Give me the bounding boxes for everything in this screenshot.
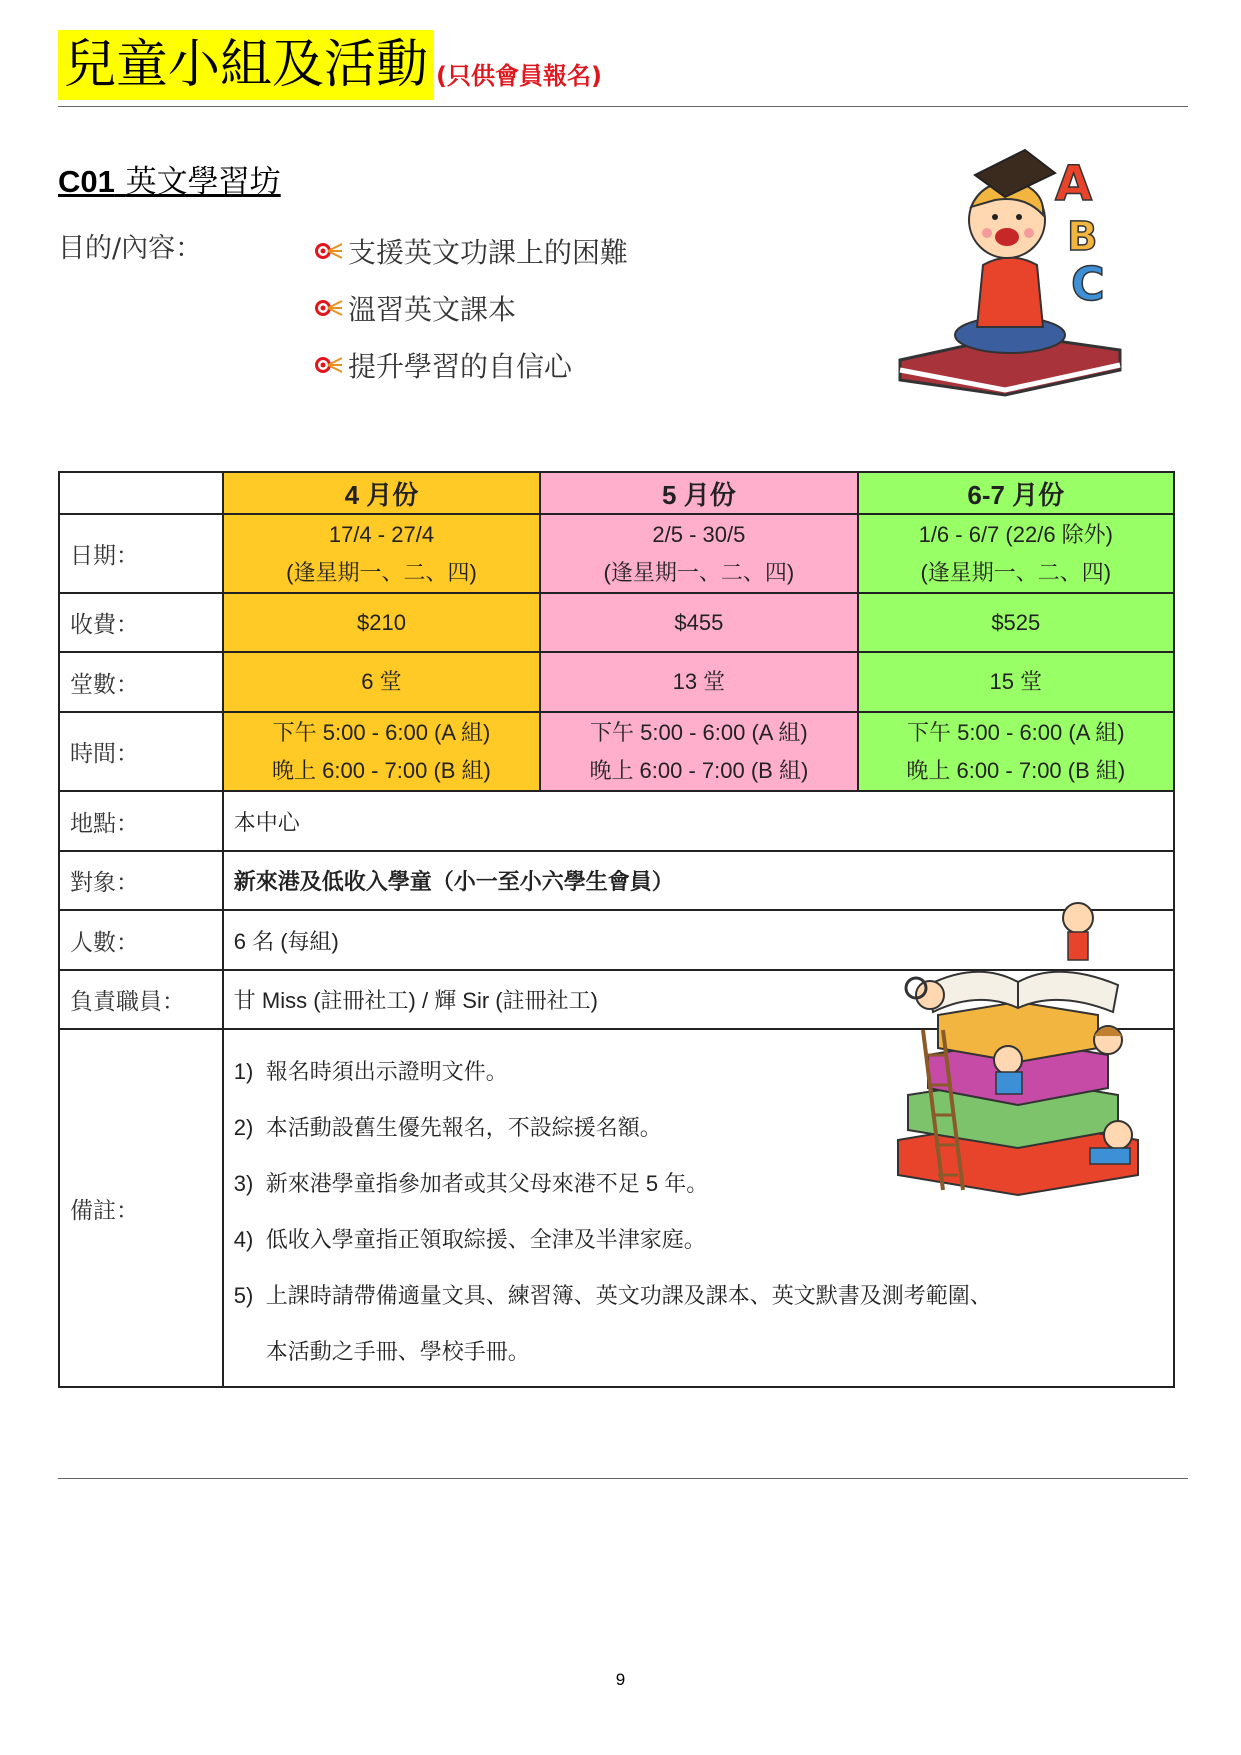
row-label-quota: 人數： (59, 910, 223, 970)
footer-divider (58, 1478, 1188, 1479)
time-cell-april (223, 712, 540, 791)
table-row-venue (59, 791, 1174, 851)
target-bullet-icon (314, 241, 344, 261)
column-header-may: 5 月份 (540, 472, 857, 514)
date-weekdays: (逢星期一、二、四) (603, 559, 795, 585)
quota-value: 6 名 (每組) (223, 910, 1174, 970)
time-group-a: 下午 5:00 - 6:00 (A 組) (906, 719, 1125, 745)
remark-number: 5) (233, 1283, 254, 1308)
page-header (58, 28, 1188, 108)
remark-text-continued: 本活動之手冊、學校手冊。 (265, 1339, 530, 1364)
target-bullet-icon (314, 355, 344, 375)
page-number: 9 (615, 1670, 626, 1689)
purpose-list (314, 222, 628, 393)
row-label-venue: 地點： (59, 791, 223, 851)
purpose-item-text: 支援英文功課上的困難 (348, 235, 629, 269)
remark-text: 本活動設舊生優先報名，不設綜援名額。 (265, 1115, 662, 1140)
fee-cell-june-july: $525 (858, 593, 1174, 652)
remark-number: 2) (233, 1115, 254, 1140)
row-label-sessions: 堂數： (59, 652, 223, 712)
table-row-sessions (59, 652, 1174, 712)
remark-text: 低收入學童指正領取綜援、全津及半津家庭。 (265, 1227, 706, 1252)
header-divider (58, 106, 1188, 107)
remark-text: 新來港學童指參加者或其父母來港不足 5 年。 (265, 1171, 709, 1196)
target-bullet-icon (314, 298, 344, 318)
row-label-remarks: 備註： (59, 1029, 223, 1387)
date-cell-june-july (858, 514, 1174, 593)
remark-text: 報名時須出示證明文件。 (265, 1059, 508, 1084)
course-name: 英文學習坊 (125, 164, 281, 200)
time-group-a: 下午 5:00 - 6:00 (A 組) (590, 719, 808, 745)
fee-cell-april: $210 (223, 593, 540, 652)
date-range: 1/6 - 6/7 (22/6 除外) (918, 521, 1113, 547)
members-only-note: (只供會員報名) (436, 62, 602, 90)
date-weekdays: (逢星期一、二、四) (286, 559, 477, 585)
target-value: 新來港及低收入學童（小一至小六學生會員） (223, 851, 1174, 910)
purpose-item (314, 222, 628, 279)
remark-number: 4) (233, 1227, 254, 1252)
time-group-b: 晚上 6:00 - 7:00 (B 組) (906, 757, 1126, 783)
row-label-fee: 收費： (59, 593, 223, 652)
staff-value: 甘 Miss (註冊社工) / 輝 Sir (註冊社工) (223, 970, 1174, 1029)
table-header-row (59, 472, 1174, 514)
time-group-b: 晚上 6:00 - 7:00 (B 組) (589, 757, 809, 783)
section-title: 兒童小組及活動 (58, 30, 434, 100)
remark-item (234, 1156, 1173, 1212)
remark-text: 上課時請帶備適量文具、練習簿、英文功課及課本、英文默書及測考範圍、 (265, 1283, 992, 1308)
row-label-staff: 負責職員： (59, 970, 223, 1029)
time-cell-may (540, 712, 857, 791)
svg-text:B: B (1067, 214, 1098, 260)
fee-cell-may: $455 (540, 593, 857, 652)
time-cell-june-july (858, 712, 1174, 791)
purpose-item (314, 279, 628, 336)
sessions-cell-april: 6 堂 (223, 652, 540, 712)
course-title (58, 156, 281, 201)
remarks-cell (223, 1029, 1174, 1387)
remark-item (234, 1212, 1173, 1268)
kid-abc-illustration (895, 145, 1125, 405)
date-cell-april (223, 514, 540, 593)
purpose-label: 目的/內容： (58, 233, 203, 264)
row-label-target: 對象： (59, 851, 223, 910)
remark-item (234, 1268, 1173, 1380)
remark-number: 1) (233, 1059, 254, 1084)
date-cell-may (540, 514, 857, 593)
sessions-cell-may: 13 堂 (540, 652, 857, 712)
venue-value: 本中心 (223, 791, 1174, 851)
column-header-april: 4 月份 (223, 472, 540, 514)
column-header-june-july: 6-7 月份 (858, 472, 1174, 514)
remark-item (234, 1044, 1173, 1100)
remark-item (234, 1100, 1173, 1156)
remarks-list (224, 1030, 1173, 1386)
date-weekdays: (逢星期一、二、四) (920, 559, 1112, 585)
svg-text:C: C (1071, 257, 1105, 311)
table-row-remarks (59, 1029, 1174, 1387)
purpose-item-text: 溫習英文課本 (348, 292, 517, 326)
table-row-date (59, 514, 1174, 593)
table-row-time (59, 712, 1174, 791)
time-group-a: 下午 5:00 - 6:00 (A 組) (272, 719, 491, 745)
course-code: C01 (58, 164, 115, 199)
svg-text:A: A (1055, 156, 1093, 212)
sessions-cell-june-july: 15 堂 (858, 652, 1174, 712)
time-group-b: 晚上 6:00 - 7:00 (B 組) (272, 757, 491, 783)
table-row-fee (59, 593, 1174, 652)
date-range: 17/4 - 27/4 (328, 521, 435, 547)
remark-number: 3) (233, 1171, 254, 1196)
row-label-time: 時間： (59, 712, 223, 791)
blank-header-cell (59, 472, 223, 514)
purpose-item (314, 336, 628, 393)
purpose-item-text: 提升學習的自信心 (348, 349, 573, 383)
date-range: 2/5 - 30/5 (652, 521, 746, 547)
row-label-date: 日期： (59, 514, 223, 593)
